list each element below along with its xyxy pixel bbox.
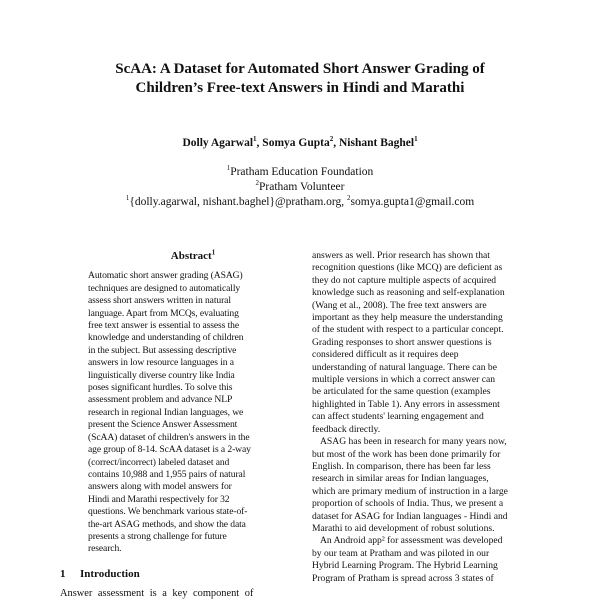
body-line: by our team at Pratham and was piloted in our xyxy=(312,547,490,559)
author-sup: 1 xyxy=(414,135,418,144)
abstract-line: knowledge and understanding of children xyxy=(88,332,244,344)
affiliation-text: Pratham Education Foundation xyxy=(230,166,374,178)
body-line: they do not capture multiple aspects of acquired xyxy=(312,274,497,286)
body-line: considered difficult as it requires deep xyxy=(312,349,459,361)
affiliations xyxy=(60,165,540,210)
abstract-line: language. Apart from MCQs, evaluating xyxy=(88,307,239,319)
body-line: which are primary medium of instruction in a large xyxy=(312,485,508,497)
abstract-heading xyxy=(88,250,298,262)
title-line-2: Children’s Free-text Answers in Hindi and Marathi xyxy=(135,80,465,96)
abstract-line: assessment problem and advance NLP xyxy=(88,394,233,406)
abstract-line: research in regional Indian languages, we xyxy=(88,406,244,418)
body-line: recognition questions (like MCQ) are deficient as xyxy=(312,262,503,274)
body-line: (Wang et al., 2008). The free text answers are xyxy=(312,299,487,311)
body-line: Program of Pratham is spread across 3 states of xyxy=(312,572,494,584)
body-line: be articulated for the same question (examples xyxy=(312,386,491,398)
abstract-line: contains 10,988 and 1,955 pairs of natural xyxy=(88,468,246,480)
abstract-line: techniques are designed to automatically xyxy=(88,282,241,294)
author-sup: 1 xyxy=(253,135,257,144)
body-line: of the student with respect to a particular concept. xyxy=(312,324,504,336)
title-line-1: ScAA: A Dataset for Automated Short Answer Grading of xyxy=(115,61,485,77)
body-line: understanding of natural language. There can be xyxy=(312,361,497,373)
abstract-line: presents a strong challenge for future xyxy=(88,530,227,542)
body-line: proportion of schools of India. Thus, we present a xyxy=(312,498,504,510)
abstract-line: research. xyxy=(88,543,122,555)
body-line: multiple versions in which a correct answer can xyxy=(312,374,496,386)
abstract-line: answers along with model answers for xyxy=(88,481,232,493)
body-line: can affect students' learning engagement and xyxy=(312,411,484,423)
body-line: highlighted in Table 1). Any errors in assessment xyxy=(312,398,500,410)
email-sup: 1 xyxy=(125,194,130,203)
affiliation-sup: 1 xyxy=(226,164,231,173)
body-line: important as they help measure the understanding xyxy=(312,312,503,324)
section-title: Introduction xyxy=(80,568,140,580)
body-line: dataset for ASAG for Indian languages - Hindi and xyxy=(312,510,508,522)
right-column xyxy=(312,250,548,585)
abstract-line: (ScAA) dataset of children's answers in the xyxy=(88,431,250,443)
author-name: Nishant Baghel xyxy=(338,137,415,149)
paper-title xyxy=(60,60,540,98)
email-text: somya.gupta1@gmail.com xyxy=(350,196,475,208)
author-sup: 2 xyxy=(329,135,334,144)
affiliation-line xyxy=(60,165,540,180)
body-line: ASAG has been in research for many years now, xyxy=(320,436,507,448)
abstract-heading-text: Abstract xyxy=(170,250,212,262)
body-text xyxy=(312,250,548,585)
body-line: English. In comparison, there has been far less xyxy=(312,460,491,472)
email-sup: 2 xyxy=(347,194,351,203)
affiliation-line xyxy=(60,180,540,195)
intro-first-line: Answer assessment is a key component of xyxy=(60,588,254,599)
affiliation-text: Pratham Volunteer xyxy=(259,181,345,193)
body-line: research in similar areas for Indian languages, xyxy=(312,473,489,485)
left-column xyxy=(88,250,298,556)
email-text: {dolly.agarwal, nishant.baghel}@pratham.org, xyxy=(129,196,348,208)
abstract-line: Hindi and Marathi respectively for 32 xyxy=(88,493,230,505)
body-line: feedback directly. xyxy=(312,423,381,435)
abstract-line: linguistically diverse country like India xyxy=(88,369,235,381)
body-line: Grading responses to short answer questions is xyxy=(312,336,492,348)
abstract-line: present the Science Answer Assessment xyxy=(88,419,238,431)
abstract-line: Automatic short answer grading (ASAG) xyxy=(88,270,243,282)
abstract-line: (correct/incorrect) labeled dataset and xyxy=(88,456,230,468)
abstract-body xyxy=(88,270,298,555)
abstract-line: the-art ASAG methods, and show the data xyxy=(88,518,246,530)
abstract-line: free text answer is essential to assess the xyxy=(88,320,240,332)
abstract-line: questions. We benchmark various state-of- xyxy=(88,506,248,518)
body-line: answers as well. Prior research has shown that xyxy=(312,250,490,261)
abstract-line: age group of 8-14. ScAA dataset is a 2-way xyxy=(88,444,251,456)
email-line xyxy=(60,195,540,210)
author-name: Dolly Agarwal xyxy=(182,137,254,149)
body-line: Marathi to aid development of robust solutions. xyxy=(312,522,495,534)
affiliation-sup: 2 xyxy=(255,179,259,188)
abstract-line: assess short answers written in natural xyxy=(88,295,231,307)
abstract-line: answers in low resource languages in a xyxy=(88,357,234,369)
abstract-line: in the subject. But assessing descriptive xyxy=(88,344,237,356)
author-list: Dolly Agarwal$^1$, Somya Gupta$^2$, Nishant Baghel$^1$ xyxy=(182,135,418,149)
author-name: Somya Gupta xyxy=(262,137,330,149)
body-line: but most of the work has been done primarily for xyxy=(312,448,501,460)
section-heading xyxy=(60,568,140,580)
abstract-line: poses significant hurdles. To solve this xyxy=(88,382,233,394)
abstract-footnote-mark: 1 xyxy=(211,248,216,257)
section-number: 1 xyxy=(60,568,66,580)
body-line: Hybrid Learning Program. The Hybrid Learning xyxy=(312,560,498,572)
body-line: An Android app² for assessment was developed xyxy=(320,535,503,547)
body-line: knowledge such as reasoning and self-explanation xyxy=(312,287,505,299)
